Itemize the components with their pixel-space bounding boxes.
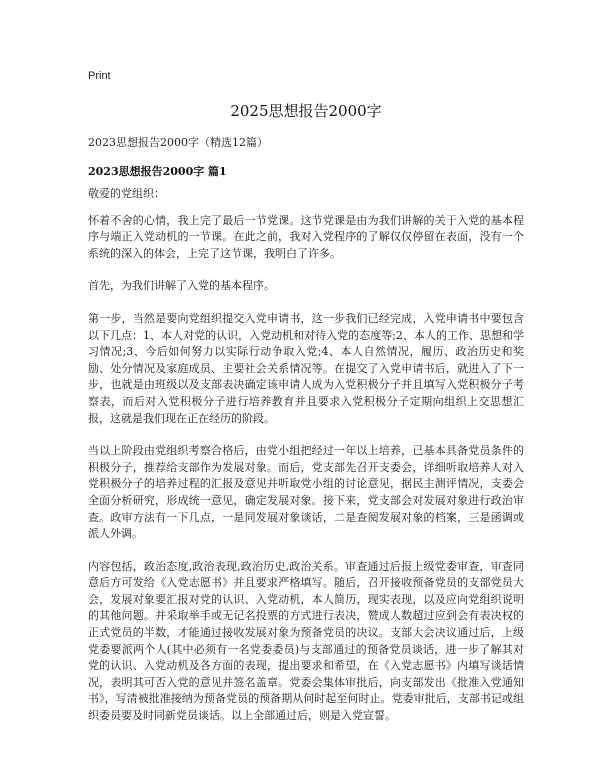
document-title: 2025思想报告2000字 (230, 102, 382, 120)
document-subtitle: 2023思想报告2000字（精选12篇） (88, 136, 268, 149)
body-paragraph: 首先，为我们讲解了入党的基本程序。 (88, 279, 275, 293)
body-paragraph: 内容包括，政治态度,政治表现,政治历史,政治关系。审查通过后报上级党委审查，审查同意后方可发给《入党志愿书》并且要求严格填写。随后，召开接收预备党员的支部党员大会，发展对象要汇报对党的认识、入党动机，本人简历，现实表现，以及应向党组织说明的其他问题。并采取举手或无记名投票的方式进行表决，赞成人数超过应到会有表决权的正式党员的半数，才能通过接收发展对象为预备党员的决议。支部大会决议通过后，上级党委要派两个人(其中必须有一名党委委员)与支部通过的预备党员谈话，进一步了解其对党的认识、入党动机及各方面的表现，提出要求和希望，在《入党志愿书》内填写谈话情况，表明其可否入党的意见并签名盖章。党委会集体审批后，向支部发出《批准入党通知书》，写清被批准接纳为预备党员的预备期从何时起至何时止。党委审批后，支部书记或组织委员要及时同新党员谈话。以上全部通过后，则是入党宣誓。 (88, 559, 524, 723)
body-paragraph: 第一步，当然是要向党组织提交入党申请书，这一步我们已经完成，入党申请书中要包含以下几点：1、本人对党的认识，入党动机和对待入党的态度等;2、本人的工作、思想和学习情况;3、今后如何努力以实际行动争取入党;4、本人自然情况，履历、政治历史和奖励、处分情况及家庭成员、主要社会关系情况等。在提交了入党申请书后，就进入了下一步，也就是由班级以及支部表决确定该申请人成为入党积极分子并且填写入党积极分子考察表，而后对入党积极分子进行培养教育并且要求入党积极分子定期向组织上交思想汇报，这就是我们现在正在经历的阶段。 (88, 311, 524, 425)
salutation-paragraph: 敬爱的党组织： (88, 187, 165, 200)
print-label: Print (88, 70, 111, 82)
body-paragraph: 当以上阶段由党组织考察合格后，由党小组把经过一年以上培养，已基本具备党员条件的积极分子，推荐给支部作为发展对象。而后，党支部先召开支委会，详细听取培养人对入党积极分子的培养过程的汇报及意见并听取党小组的讨论意见，据民主测评情况，支委会全面分析研究，形成统一意见，确定发展对象。接下来，党支部会对发展对象进行政治审查。政审方法有一下几点，一是同发展对象谈话，二是查阅发展对象的档案，三是函调或派人外调。 (88, 444, 524, 541)
document-body (88, 186, 524, 741)
section-heading: 2023思想报告2000字 篇1 (88, 165, 227, 178)
body-paragraph: 怀着不舍的心情，我上完了最后一节党课。这节党课是由为我们讲解的关于入党的基本程序与端正入党动机的一节课。在此之前，我对入党程序的了解仅仅停留在表面，没有一个系统的深入的体会，上完了这节课，我明白了许多。 (88, 213, 524, 260)
